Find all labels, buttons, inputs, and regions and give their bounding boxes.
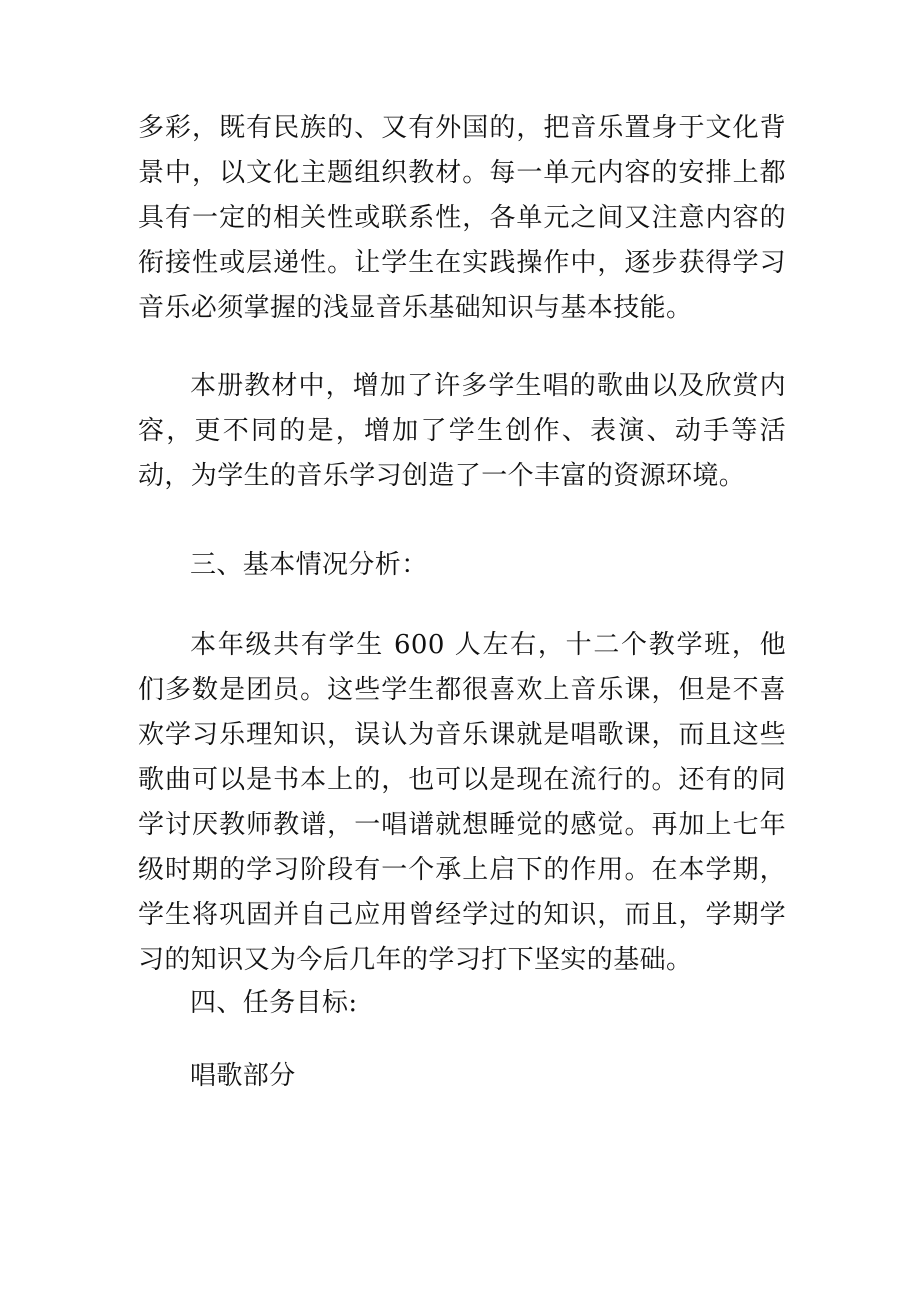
paragraph-situation: 本年级共有学生 600 人左右，十二个教学班，他们多数是团员。这些学生都很喜欢上音乐课，但是不喜欢学习乐理知识，误认为音乐课就是唱歌课，而且这些歌曲可以是书本上的，也可以是现在流行的。还有的同学讨厌教师教谱，一唱谱就想睡觉的感觉。再加上七年级时期的学习阶段有一个承上启下的作用。在本学期，学生将巩固并自己应用曾经学过的知识，而且，学期学习的知识又为今后几年的学习打下坚实的基础。 bbox=[138, 630, 786, 975]
heading-section-4: 四、任务目标: bbox=[190, 988, 358, 1018]
paragraph-continued: 多彩，既有民族的、又有外国的，把音乐置身于文化背景中，以文化主题组织教材。每一单元内容的安排上都具有一定的相关性或联系性，各单元之间又注意内容的衔接性或层递性。让学生在实践操作中，逐步获得学习音乐必须掌握的浅显音乐基础知识与基本技能。 bbox=[138, 113, 786, 323]
paragraph-textbook: 本册教材中，增加了许多学生唱的歌曲以及欣赏内容，更不同的是，增加了学生创作、表演、动手等活动，为学生的音乐学习创造了一个丰富的资源环境。 bbox=[138, 371, 786, 491]
subheading-singing: 唱歌部分 bbox=[190, 1061, 296, 1091]
heading-section-3: 三、基本情况分析： bbox=[190, 550, 428, 580]
